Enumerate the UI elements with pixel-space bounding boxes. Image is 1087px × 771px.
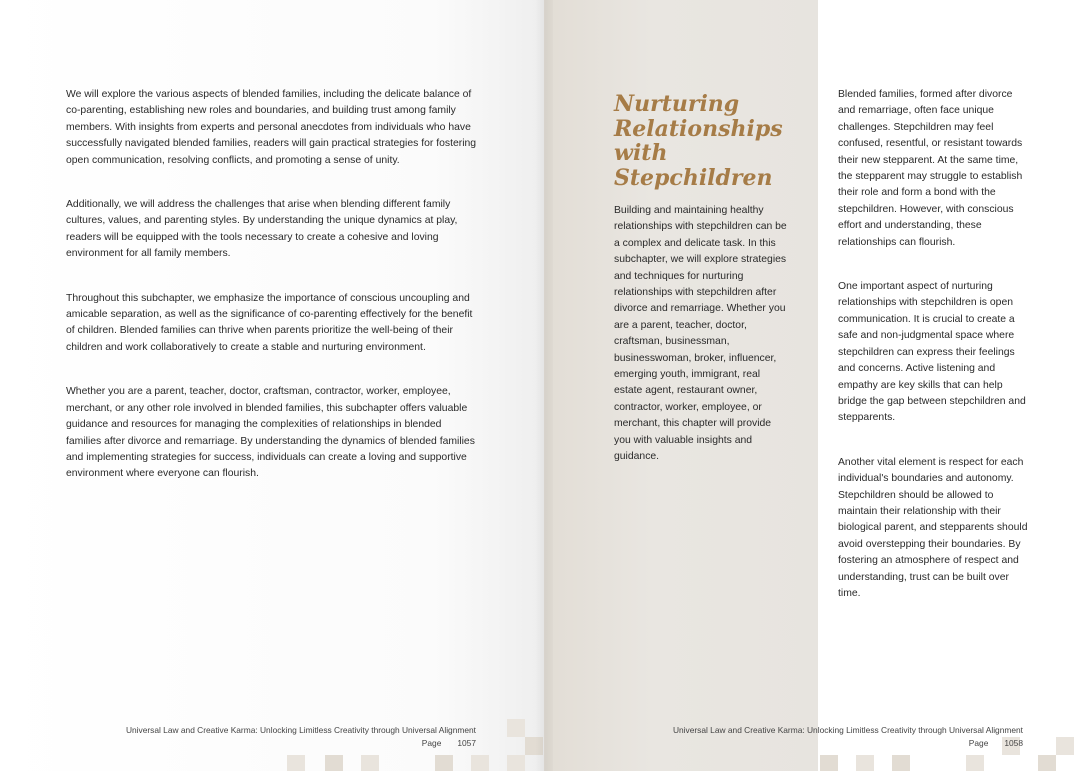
footer-book-title: Universal Law and Creative Karma: Unlocking Limitless Creativity through Universal Alignment (125, 725, 476, 735)
right-paragraph: Blended families, formed after divorce and remarriage, often face unique challenges. Stepchildren may feel confused, resentful, or resistant towards their new stepparent. At the same time, the stepparent may struggle to establish their role and form a bond with the stepchildren. However, with conscious effort and understanding, these relationships can flourish. (838, 89, 1023, 248)
decor-square (820, 755, 838, 771)
right-page-footer (603, 724, 1023, 750)
decor-square (1056, 737, 1074, 755)
footer-book-title: Universal Law and Creative Karma: Unlocking Limitless Creativity through Universal Alignment (672, 725, 1023, 735)
page-number: 1058 (1004, 738, 1023, 748)
decor-square (471, 755, 489, 771)
decor-square (892, 755, 910, 771)
chapter-intro: Building and maintaining healthy relationships with stepchildren can be a complex and delicate task. In this subchapter, we will explore strategies and techniques for nurturing relationships with stepchildren after divorce and remarriage. Whether you are a parent, teacher, doctor, craftsman, businessman, businesswoman, broker, influencer, emerging youth, immigrant, real estate agent, restaurant owner, contractor, worker, employee, or merchant, this chapter will provide you with valuable insights and guidance. (614, 205, 787, 463)
decor-square (856, 755, 874, 771)
book-gutter (535, 0, 553, 771)
decor-square (435, 755, 453, 771)
left-paragraph: Throughout this subchapter, we emphasize the importance of conscious uncoupling and amicable separation, as well as the significance of co-parenting effectively for the benefit of children. Blended families can thrive when parents prioritize the well-being of their children and work collaboratively to create a stable and nurturing environment. (66, 292, 473, 353)
decor-square (287, 755, 305, 771)
page-label: Page (421, 738, 442, 748)
decor-square (507, 719, 525, 737)
page-number-line (56, 737, 476, 750)
right-page (544, 0, 1087, 771)
right-paragraph: One important aspect of nurturing relationships with stepchildren is open communication. It is crucial to create a safe and non-judgmental space where stepchildren can express their feelings and concerns. Active listening and empathy are key skills that can help bridge the gap between stepchildren and stepparents. (838, 281, 1026, 424)
decor-square (325, 755, 343, 771)
right-paragraph: Another vital element is respect for each individual's boundaries and autonomy. Stepchildren should be allowed to maintain their relationship with their biological parent, and stepparents should avoid overstepping their boundaries. By fostering an atmosphere of respect and understanding, trust can be built over time. (838, 456, 1028, 599)
decorative-squares-right (544, 0, 1087, 771)
decor-square (361, 755, 379, 771)
page-number: 1057 (457, 738, 476, 748)
left-page-footer (56, 724, 476, 750)
page-number-line (603, 737, 1023, 750)
chapter-title: Nurturing Relationships with Stepchildren (614, 91, 783, 191)
page-label: Page (968, 738, 989, 748)
decor-square (1038, 755, 1056, 771)
left-paragraph: Whether you are a parent, teacher, doctor, craftsman, contractor, worker, employee, merchant, or any other role involved in blended families, this subchapter offers valuable guidance and resources for managing the complexities of relationships in blended families after divorce and remarriage. By understanding the dynamics of blended families and implementing strategies for success, individuals can create a loving and supportive environment where everyone can flourish. (66, 386, 475, 480)
left-paragraph: We will explore the various aspects of blended families, including the delicate balance of co-parenting, establishing new roles and boundaries, and building trust among family members. With insights from experts and personal anecdotes from individuals who have successfully navigated blended families, readers will gain practical strategies for fostering open communication, resolving conflicts, and promoting a sense of unity. (66, 89, 477, 166)
decor-square (507, 755, 525, 771)
decor-square (966, 755, 984, 771)
left-paragraph: Additionally, we will address the challenges that arise when blending different family cultures, values, and parenting styles. By understanding the unique dynamics at play, readers will be equipped with the tools necessary to create a cohesive and loving environment for all family members. (66, 199, 458, 260)
